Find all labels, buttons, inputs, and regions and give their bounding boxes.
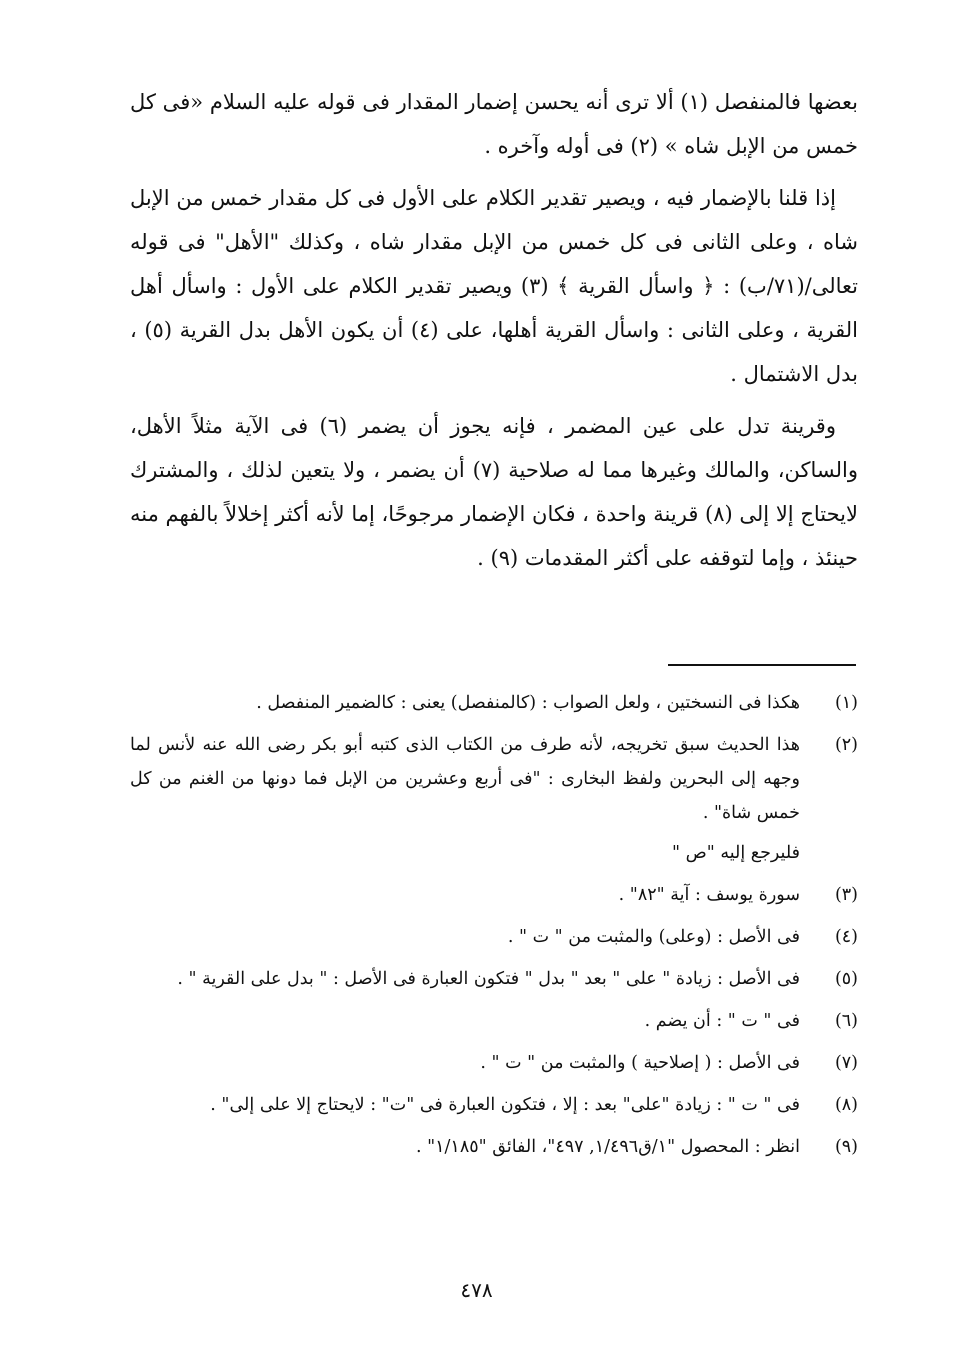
footnote bbox=[130, 962, 858, 996]
footnote-number: (٢) bbox=[834, 735, 858, 755]
paragraph: إذا قلنا بالإضمار فيه ، ويصير تقدير الكلام على الأول فى كل مقدار خمس من الإبل شاه ، وعلى الثانى فى كل خمس من الإبل مقدار شاه ، وكذلك "الأهل" فى قوله تعالى/(٧١/ب) : ﴿ واسأل القرية ﴾ (٣) ويصير تقدير الكلام على الأول : واسأل أهل القرية ، وعلى الثانى : واسأل القرية أهلها، على (٤) أن يكون الأهل بدل القرية (٥) ، بدل الاشتمال . bbox=[130, 186, 858, 386]
footnote-number: (٦) bbox=[834, 1011, 858, 1031]
footnote-extra: فليرجع إليه "ص " bbox=[671, 843, 800, 863]
footnote-number: (٨) bbox=[834, 1095, 858, 1115]
footnote-text: فى الأصل : ( إصلاحية ) والمثبت من " ت " . bbox=[480, 1053, 800, 1073]
footnote bbox=[130, 728, 858, 870]
paragraph: بعضها فالمنفصل (١) ألا ترى أنه يحسن إضمار المقدار فى قوله عليه السلام «فى كل خمس من الإبل شاه » (٢) فى أوله وآخره . bbox=[130, 90, 858, 158]
footnote-number: (٩) bbox=[834, 1137, 858, 1157]
footnote bbox=[130, 686, 858, 720]
footnote-number: (٤) bbox=[834, 927, 858, 947]
footnote-text: فى " ت " : زيادة "على" بعد : إلا ، فتكون العبارة فى "ت" : لايحتاج إلا على إلى" . bbox=[210, 1095, 800, 1115]
footnote-text: انظر : المحصول "١/ق١/٤٩٦, ٤٩٧"، الفائق "١/١٨٥" . bbox=[415, 1137, 800, 1157]
footnote-number: (٥) bbox=[834, 969, 858, 989]
footnote-number: (١) bbox=[834, 693, 858, 713]
footnote bbox=[130, 1130, 858, 1164]
footnote-number: (٧) bbox=[834, 1053, 858, 1073]
footnote-text: فى " ت " : أن يضم . bbox=[644, 1011, 800, 1031]
footnote-text: فى الأصل : (وعلى) والمثبت من " ت " . bbox=[507, 927, 800, 947]
footnote bbox=[130, 878, 858, 912]
footnote bbox=[130, 1046, 858, 1080]
footnote bbox=[130, 920, 858, 954]
main-text bbox=[130, 80, 858, 588]
footnote-separator bbox=[668, 664, 856, 666]
footnote-text: سورة يوسف : آية "٨٢" . bbox=[618, 885, 800, 905]
paragraph: وقرينة تدل على عين المضمر ، فإنه يجوز أن يضمر (٦) فى الآية مثلاً الأهل، والساكن، والمالك وغيرها مما له صلاحية (٧) أن يضمر ، ولا يتعين لذلك ، والمشترك لايحتاج إلا إلى (٨) قرينة واحدة ، فكان الإضمار مرجوحًا، إما لأنه أكثر إخلالاً بالفهم منه حينئذ ، وإما لتوقفه على أكثر المقدمات (٩) . bbox=[130, 414, 858, 570]
footnote-text: فى الأصل : زيادة " على " بعد " بدل " فتكون العبارة فى الأصل : " بدل على القرية " . bbox=[177, 969, 800, 989]
page-number: ٤٧٨ bbox=[460, 1278, 493, 1302]
footnote-text: هكذا فى النسختين ، ولعل الصواب : (كالمنفصل) يعنى : كالضمير المنفصل . bbox=[256, 693, 800, 713]
footnote-number: (٣) bbox=[834, 885, 858, 905]
footnote bbox=[130, 1004, 858, 1038]
footnote bbox=[130, 1088, 858, 1122]
footnotes bbox=[130, 686, 858, 1172]
footnote-body bbox=[130, 728, 800, 870]
footnote-text: هذا الحديث سبق تخريجه، لأنه طرف من الكتاب الذى كتبه أبو بكر رضى الله عنه لأنس لما وجهه إلى البحرين ولفظ البخارى : "فى أربع وعشرين من الإبل فما دونها من الغنم من كل خمس شاة" . bbox=[130, 735, 800, 823]
